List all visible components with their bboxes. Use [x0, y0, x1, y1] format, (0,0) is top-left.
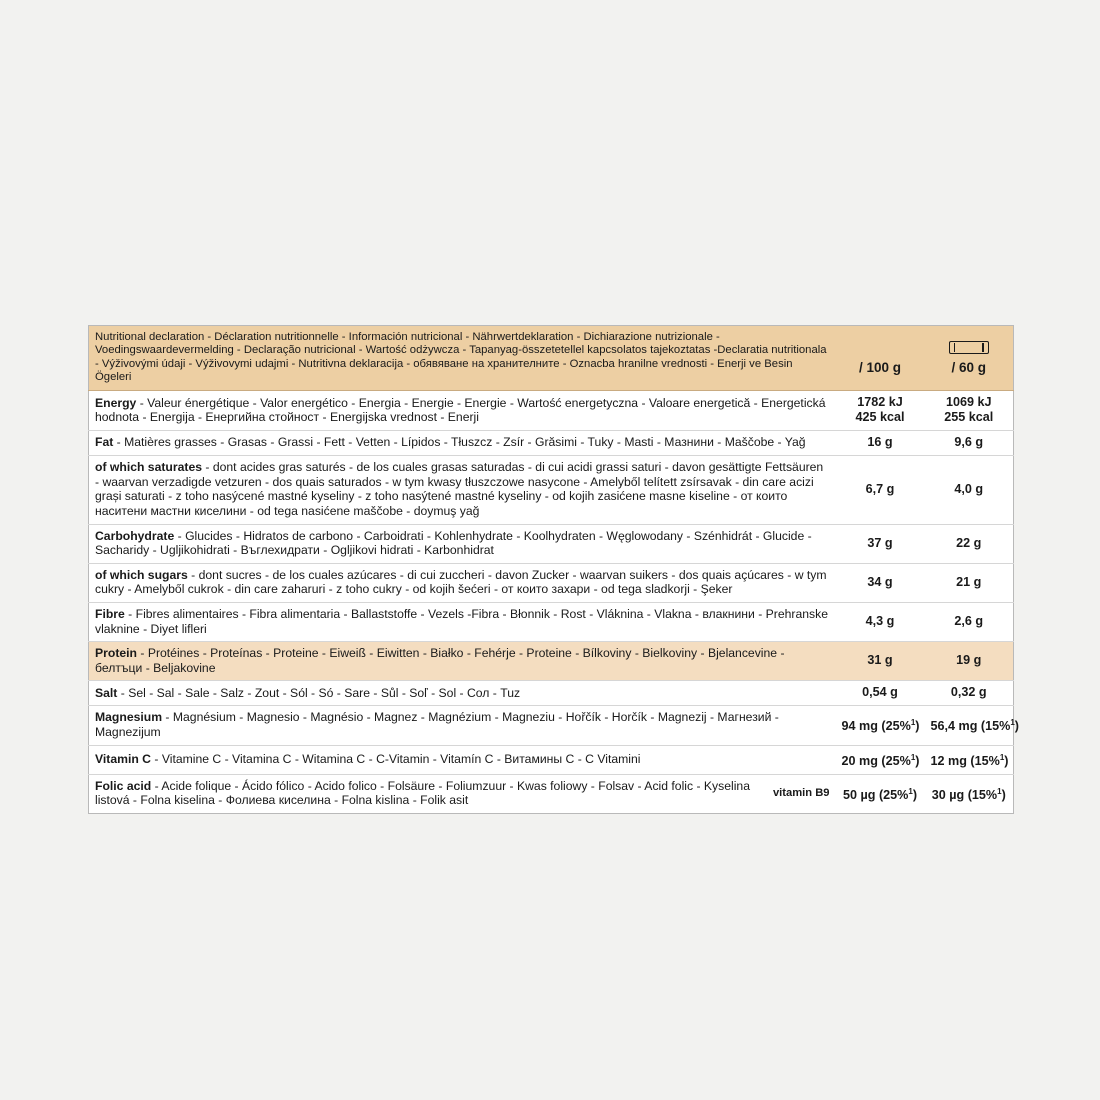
table-row: [89, 563, 1014, 602]
table-row-protein: [89, 642, 1014, 681]
nutrition-declaration-header-cell: [89, 326, 836, 391]
row-value-per-60g: 0,32 g: [925, 681, 1014, 706]
row-value-per-100g: 37 g: [836, 524, 925, 563]
row-value-per-60g: 1069 kJ 255 kcal: [925, 391, 1014, 431]
nutrition-table: [88, 325, 1019, 814]
row-value-per-100g: 31 g: [836, 642, 925, 681]
table-row: [89, 456, 1014, 524]
row-value-per-60g: 21 g: [925, 563, 1014, 602]
row-value-per-60g: 56,4 mg (15%$^1$): [925, 706, 1014, 745]
table-row: [89, 391, 1014, 431]
row-value-per-100g: 1782 kJ 425 kcal: [836, 391, 925, 431]
cereal-bar-icon: [949, 341, 989, 354]
table-header-row: [89, 326, 1014, 391]
row-description: Energy - Valeur énergétique - Valor energético - Energia - Energie - Energie - Wartość energetyczna - Valoare energetică - Energetická hodnota - Energija - Енергийна стойност - Energijska vrednost - Enerji: [95, 395, 826, 425]
row-description-cell: [89, 431, 836, 456]
header-per-60g-cell: [925, 326, 1014, 391]
row-description-cell: [89, 602, 836, 641]
row-description: of which saturates - dont acides gras saturés - de los cuales grasas saturadas - di cui acidi grassi saturi - davon gesättigte Fettsäuren - waarvan verzadigde vetzuren - dos quais saturados - w tym kwasy tłuszczowe nasycone - Amelyből telített zsírsavak - din care acizi grași saturati - z toho nasýcené mastné kyseliny - z toho nasýtené mastné kyseliny - od kojih zasićene masne kiseline - от които наситени мастни киселини - od tega nasićene maščobe - doymuş yağ: [95, 460, 824, 518]
row-description-cell: [89, 391, 836, 431]
row-description: Vitamin C - Vitamine C - Vitamina C - Witamina C - C-Vitamin - Vitamín C - Витамины C - C Vitamini: [95, 751, 641, 766]
table-row: [89, 602, 1014, 641]
row-description: of which sugars - dont sucres - de los cuales azúcares - di cui zuccheri - davon Zucker - waarvan suikers - dos quais açúcares - w tym cukry - Amelyből cukrok - din care zaharuri - z toho cukry - od kojih šećeri - от които захари - od tega sladkorji - Şeker: [95, 567, 827, 597]
row-description: Magnesium - Magnésium - Magnesio - Magnésio - Magnez - Magnézium - Magneziu - Hořčík - Horčík - Magnezij - Магнезий - Magnezijum: [95, 710, 779, 739]
row-description: Carbohydrate - Glucides - Hidratos de carbono - Carboidrati - Kohlenhydrate - Koolhydraten - Węglowodany - Szénhidrát - Glucide - Sacharidy - Ugljikohidrati - Въглехидрати - Ogljikovi hidrati - Karbonhidrat: [95, 528, 812, 558]
row-value-per-100g: 0,54 g: [836, 681, 925, 706]
table-row: [89, 524, 1014, 563]
row-description-cell: [89, 706, 836, 745]
row-note-vitamin-b9: vitamin B9: [772, 787, 830, 800]
row-description-cell: [89, 774, 761, 813]
row-value-per-100g: 50 µg (25%$^1$): [843, 786, 918, 802]
row-description: Salt - Sel - Sal - Sale - Salz - Zout - Sól - Só - Sare - Sůl - Soľ - Sol - Сол - Tuz: [95, 685, 521, 700]
row-description-cell: [89, 524, 836, 563]
row-value-per-60g: 19 g: [925, 642, 1014, 681]
row-value-per-100g: 6,7 g: [836, 456, 925, 524]
row-description: Fibre - Fibres alimentaires - Fibra alimentaria - Ballaststoffe - Vezels -Fibra - Błonnik - Rost - Vláknina - Vlakna - влакнини - Prehranske vlaknine - Diyet lifleri: [95, 606, 828, 636]
row-value-per-60g: 12 mg (15%$^1$): [925, 745, 1014, 774]
table-row: [89, 431, 1014, 456]
row-value-per-60g: 9,6 g: [925, 431, 1014, 456]
row-description-cell: [89, 642, 836, 681]
row-description-cell: [89, 563, 836, 602]
row-value-per-60g: 30 µg (15%$^1$): [931, 786, 1006, 802]
row-description-cell: [89, 456, 836, 524]
row-value-per-100g: 20 mg (25%$^1$): [836, 745, 925, 774]
row-value-per-100g: 4,3 g: [836, 602, 925, 641]
row-value-per-60g: 22 g: [925, 524, 1014, 563]
table-row: [89, 681, 1014, 706]
header-per-100g-label: / 100 g: [859, 359, 902, 375]
row-description-cell: [89, 681, 836, 706]
table-row: [89, 706, 1014, 745]
row-description: Fat - Matières grasses - Grasas - Grassi - Fett - Vetten - Lípidos - Tłuszcz - Zsír - Grăsimi - Tuky - Masti - Мазнини - Maščobe - Yağ: [95, 435, 806, 450]
row-value-per-100g: 94 mg (25%$^1$): [836, 706, 925, 745]
nutrition-declaration-text: Nutritional declaration - Déclaration nutritionnelle - Información nutricional - Nährwertdeklaration - Dichiarazione nutrizionale - Voedingswaardevermelding - Declaração nutricional - Wartość odżywcza - Tapanyag-összetetellel kapcsolatos tajekoztatas -Declaratia nutritionala - Výživovými údaji - Výživovymi udajmi - Nutritivna deklaracija - обявяване на хранителните - Oznacba hranilne vrednosti - Enerji ve Besin Ögeleri: [95, 331, 827, 383]
header-per-60g-label: / 60 g: [951, 359, 987, 375]
row-value-per-100g: 34 g: [836, 563, 925, 602]
nutrition-table-body: [89, 326, 1019, 814]
row-description: Folic acid - Acide folique - Ácido fólico - Acido folico - Folsäure - Foliumzuur - Kwas foliowy - Folsav - Acid folic - Kyselina listová - Folna kiselina - Фолиева киселина - Folna kislina - Folik asit: [95, 778, 750, 808]
row-value-per-60g: 2,6 g: [925, 602, 1014, 641]
header-per-100g-cell: [836, 326, 925, 391]
table-row: [89, 745, 1014, 774]
row-description: Protein - Protéines - Proteínas - Proteine - Eiweiß - Eiwitten - Białko - Fehérje - Proteine - Bílkoviny - Bielkoviny - Bjelancevine - белтъци - Beljakovine: [95, 646, 785, 675]
row-description-cell: [89, 745, 836, 774]
row-value-per-60g: 4,0 g: [925, 456, 1014, 524]
row-value-per-100g: 16 g: [836, 431, 925, 456]
table-row: [89, 774, 1014, 813]
